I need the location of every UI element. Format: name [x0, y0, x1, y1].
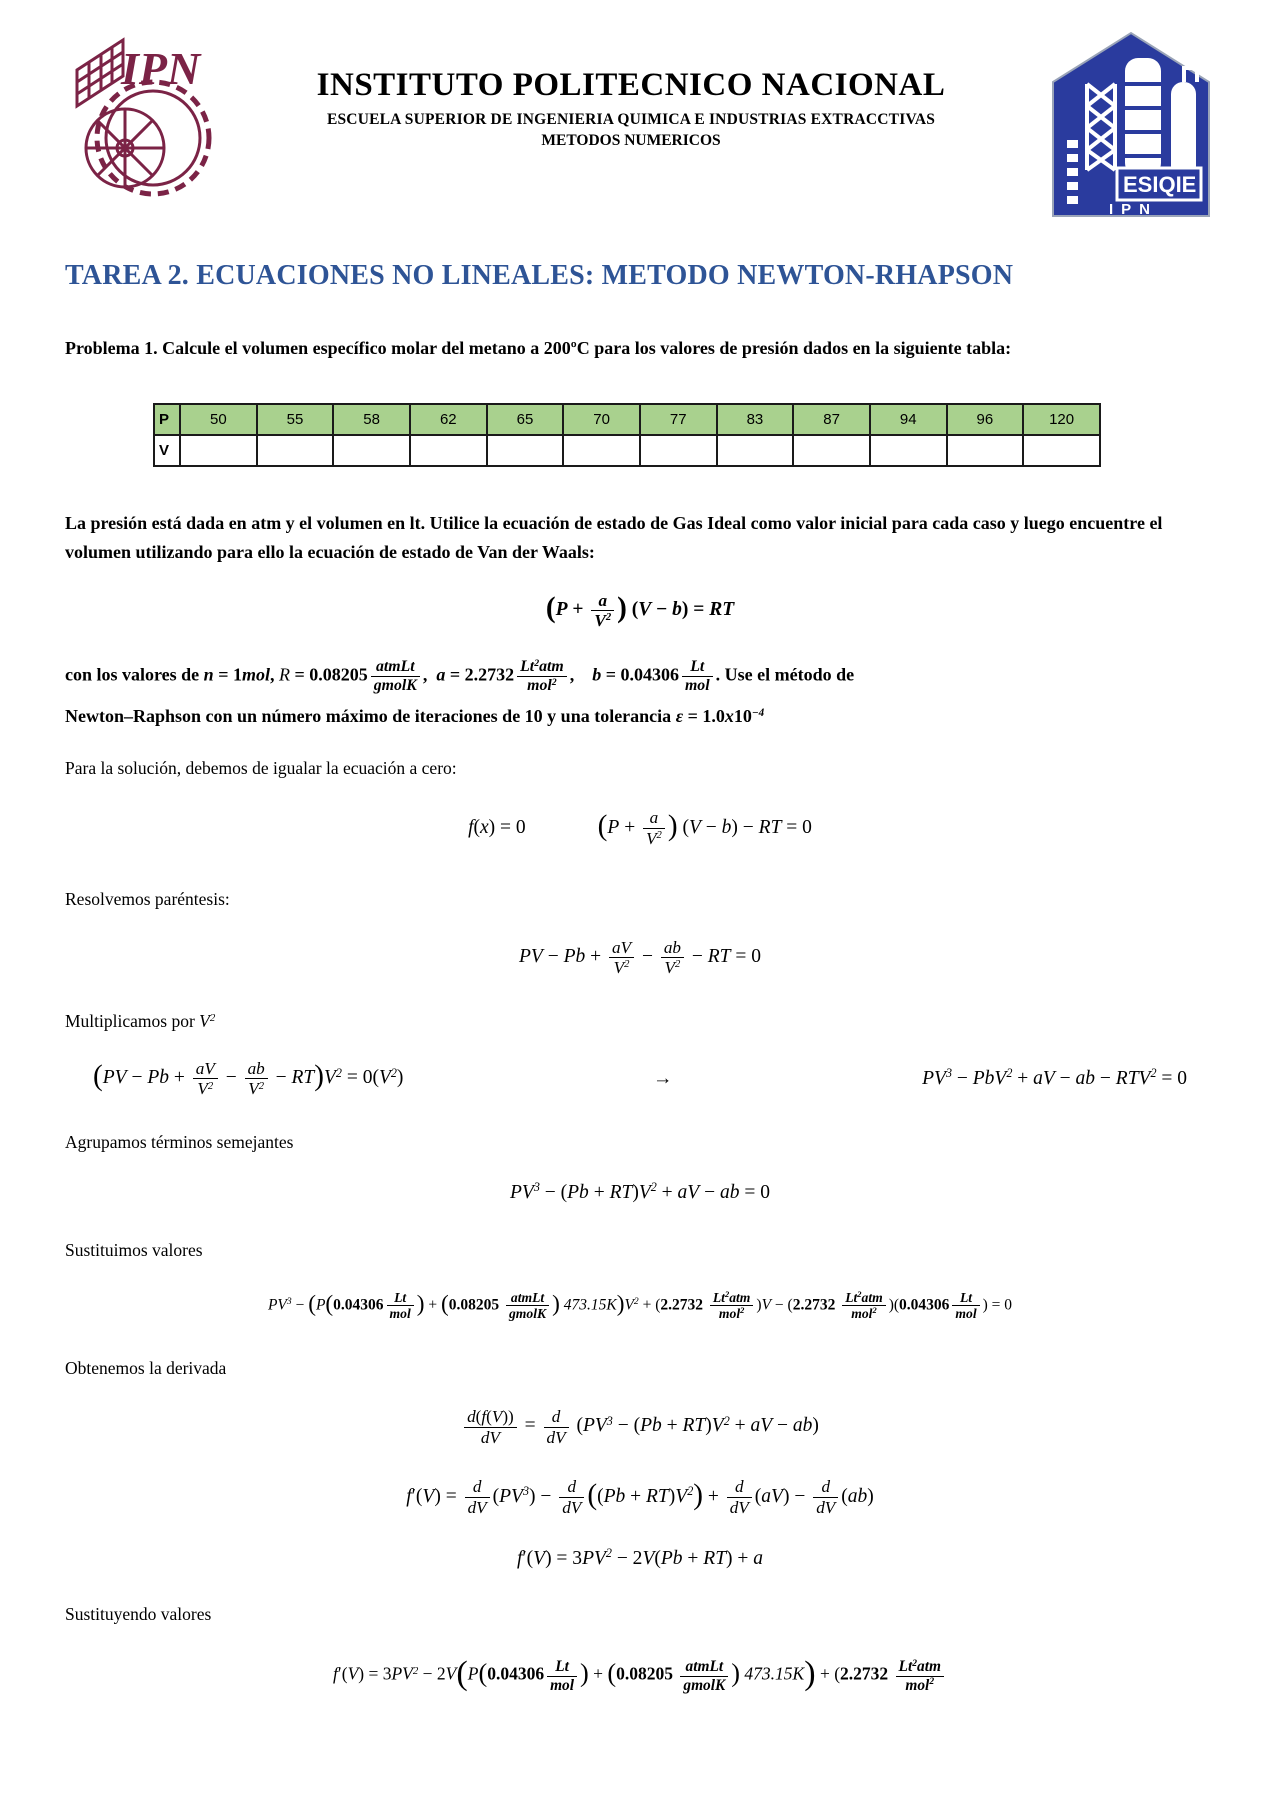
ipn-bottom-text: IPN [1109, 201, 1159, 218]
pressure-cell: 77 [640, 404, 717, 435]
pressure-cell: 87 [793, 404, 870, 435]
arrow-right-icon: → [653, 1067, 673, 1089]
pressure-cell: 50 [180, 404, 257, 435]
volume-cell [257, 435, 334, 466]
svg-text:IPN: IPN [121, 43, 201, 94]
header [65, 28, 1215, 220]
pressure-cell: 55 [257, 404, 334, 435]
volume-cell [410, 435, 487, 466]
pressure-cell: 120 [1023, 404, 1100, 435]
eq-multiplied-row [65, 1059, 1215, 1098]
volume-cell [793, 435, 870, 466]
pressure-cell: 70 [563, 404, 640, 435]
label-solution-intro: Para la solución, debemos de igualar la ecuación a cero: [65, 758, 457, 779]
pressure-note: La presión está dada en atm y el volumen en lt. Utilice la ecuación de estado de Gas Ideal como valor inicial para cada caso y luego encuentre el volumen utilizando para ello la ecuación de estado de Van der Waals: [65, 512, 1163, 562]
volume-cell [563, 435, 640, 466]
pressure-cell: 96 [947, 404, 1024, 435]
eq-multiplied-right: $PV^3 - PbV^2$ + aV − ab − $RTV^2 = 0$ [922, 1066, 1187, 1089]
eq-substituted: $PV^3 - (P(0.04306$ $\frac{Lt}{\text{mol}}$ ) + (0.08205 $\frac{\text{atmLt}}{\text{gmolK}}$ ) $473.15K)V^2 + (2.2732$ $\frac{Lt^2atm}{mol^2}$ )V − (2.2732 $\frac{Lt^2atm}{mol^2}$ )(0.04306 $\frac{Lt}{\text{mol}}$ ) = 0 [267, 1288, 1013, 1321]
label-derivative: Obtenemos la derivada [65, 1358, 227, 1379]
volume-cell [870, 435, 947, 466]
volume-cell [333, 435, 410, 466]
label-group-terms: Agrupamos términos semejantes [65, 1131, 294, 1152]
values-line-1: con los valores de n = 1mol, R = 0.08205 $\frac{\text{atmLt}}{\text{gmolK}}$ , a = 2.2732 $\frac{Lt^2atm}{mol^2}$ , b = 0.04306 $\frac{Lt}{\text{mol}}$ . Use el método de [65, 658, 855, 695]
assignment-title: TAREA 2. ECUACIONES NO LINEALES: METODO NEWTON-RHAPSON [65, 260, 1014, 291]
values-line-2: Newton–Raphson con un número máximo de iteraciones de 10 y una tolerancia $\varepsilon = 1.0x10^{-4}$ [65, 705, 765, 726]
eq-multiplied-left: (PV − Pb + $\frac{aV}{V^2}$ − $\frac{ab}{V^2}$ − $RT)V^2 = 0(V^2)$ [93, 1059, 404, 1099]
esiqie-logo-icon [1047, 28, 1215, 225]
pressure-cell: 94 [870, 404, 947, 435]
label-resolve-parens: Resolvemos paréntesis: [65, 888, 230, 909]
volume-cell [717, 435, 794, 466]
eq-derivative-terms: f′(V) = $\frac{d}{dV}$ $(PV^3)$ − $\frac{d}{dV}$ $((Pb + RT)V^2)$ + $\frac{d}{dV}$ (aV) − $\frac{d}{dV}$ (ab) [406, 1477, 874, 1517]
table-label-v: V [154, 435, 180, 466]
eq-grouped: $PV^3 - (Pb + RT)V^2$ + aV − ab = 0 [510, 1180, 770, 1203]
eq-van-der-waals: (P + $\frac{a}{V^2}$ ) (V − b) = RT [545, 591, 735, 631]
label-multiply-v2: Multiplicamos por $V^2$ [65, 1011, 216, 1032]
esiqie-text: ESIQIE [1123, 172, 1197, 197]
pressure-cell: 83 [717, 404, 794, 435]
eq-expanded: PV − Pb + $\frac{aV}{V^2}$ − $\frac{ab}{V^2}$ − RT = 0 [519, 937, 761, 978]
volume-cell [180, 435, 257, 466]
pressure-cell: 62 [410, 404, 487, 435]
institution-title: INSTITUTO POLITECNICO NACIONAL [316, 67, 946, 103]
ipn-logo-icon [65, 28, 215, 215]
eq-derivative-definition: $\frac{d(f(V))}{dV}$ = $\frac{d}{dV}$ ($PV^3 - (Pb + RT)V^2$ + aV − ab) [65, 1407, 1215, 1446]
table-label-p: P [154, 404, 180, 435]
problem1-statement: Problema 1. Calcule el volumen específico molar del metano a 200ºC para los valores de presión dados en la siguiente tabla: [65, 338, 1012, 358]
school-subtitle: ESCUELA SUPERIOR DE INGENIERIA QUIMICA E INDUSTRIAS EXTRACCTIVAS [326, 110, 936, 128]
table-row-pressure [154, 404, 1100, 435]
volume-cell [947, 435, 1024, 466]
pressure-table [153, 403, 1101, 467]
volume-cell [1023, 435, 1100, 466]
eq-fx-zero: f(x) = 0 (P + $\frac{a}{V^2}$ ) (V − b) − RT = 0 [468, 808, 812, 848]
pressure-cell: 58 [333, 404, 410, 435]
course-subtitle: METODOS NUMERICOS [541, 131, 721, 149]
table-row-volume [154, 435, 1100, 466]
header-text [215, 28, 1047, 150]
eq-derivative-result: $f'(V) = 3PV^2 - 2V(Pb + RT) + a$ [516, 1546, 764, 1569]
pressure-cell: 65 [487, 404, 564, 435]
volume-cell [487, 435, 564, 466]
label-substitute: Sustituimos valores [65, 1240, 203, 1261]
label-substituting: Sustituyendo valores [65, 1604, 212, 1625]
volume-cell [640, 435, 717, 466]
eq-final-substituted: $f'(V) = 3PV^2 - 2V(P(0.04306$ $\frac{Lt}{\text{mol}}$ ) + (0.08205 $\frac{\text{atmLt}}{\text{gmolK}}$ ) 473.15K) + (2.2732 $\frac{Lt^2atm}{mol^2}$ [65, 1653, 1215, 1696]
